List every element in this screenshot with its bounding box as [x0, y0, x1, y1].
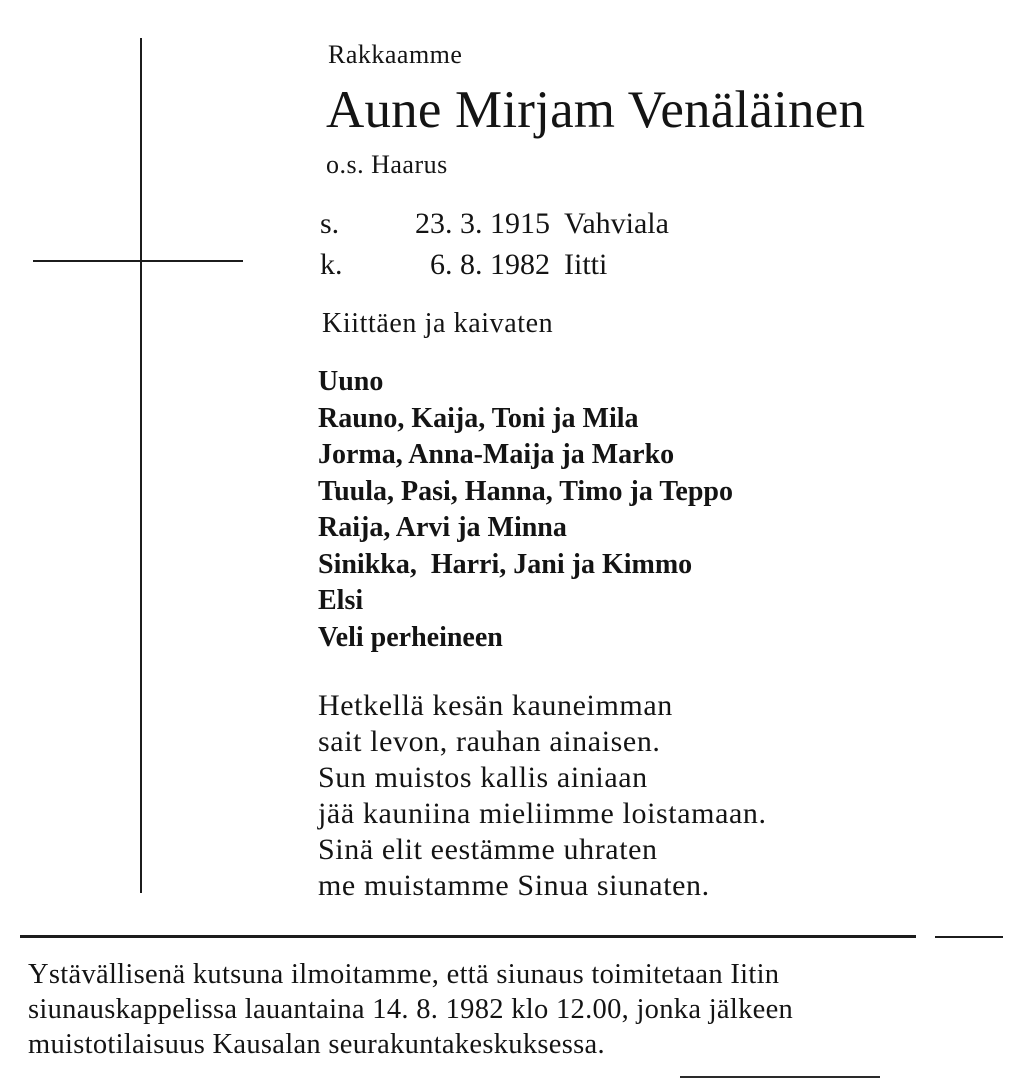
- invitation-line: muistotilaisuus Kausalan seurakuntakeskuksessa.: [28, 1029, 605, 1060]
- family-line: Uuno: [318, 366, 384, 397]
- cross-horizontal-bar: [33, 260, 243, 262]
- cross-vertical-bar: [140, 38, 142, 893]
- divider-rule: [20, 935, 916, 938]
- birth-row: [320, 203, 669, 244]
- death-prefix: k.: [320, 248, 343, 281]
- invitation-line: siunauskappelissa lauantaina 14. 8. 1982 klo 12.00, jonka jälkeen: [28, 994, 794, 1025]
- family-line: Jorma, Anna-Maija ja Marko: [318, 439, 675, 470]
- poem-line: Hetkellä kesän kauneimman: [318, 689, 673, 722]
- poem-line: Sun muistos kallis ainiaan: [318, 761, 648, 794]
- intro-text: Rakkaamme: [328, 40, 463, 69]
- poem-line: Sinä elit eestämme uhraten: [318, 833, 658, 866]
- invitation-line: Ystävällisenä kutsuna ilmoitamme, että siunaus toimitetaan Iitin: [28, 959, 780, 990]
- death-place: Iitti: [564, 248, 608, 281]
- birth-date: 23. 3. 1915: [415, 207, 550, 240]
- birth-place: Vahviala: [564, 207, 669, 240]
- deceased-name: Aune Mirjam Venäläinen: [326, 81, 866, 139]
- poem-line: me muistamme Sinua siunaten.: [318, 869, 710, 902]
- family-line: Veli perheineen: [318, 621, 503, 653]
- bottom-rule: [680, 1076, 880, 1078]
- family-line: Elsi: [318, 585, 364, 616]
- death-row: [320, 244, 669, 285]
- maiden-name: o.s. Haarus: [326, 150, 448, 179]
- thanks-text: Kiittäen ja kaivaten: [322, 308, 554, 339]
- poem-line: sait levon, rauhan ainaisen.: [318, 725, 661, 758]
- divider-rule-short: [935, 936, 1003, 938]
- family-line: Sinikka, Harri, Jani ja Kimmo: [318, 548, 693, 580]
- funeral-invitation: [28, 957, 1000, 1062]
- death-date: 6. 8. 1982: [430, 248, 550, 281]
- poem-line: jää kauniina mieliimme loistamaan.: [318, 797, 767, 830]
- family-line: Rauno, Kaija, Toni ja Mila: [318, 402, 639, 434]
- family-list: [318, 364, 733, 656]
- birth-prefix: s.: [320, 207, 340, 240]
- poem: [318, 688, 767, 904]
- family-line: Raija, Arvi ja Minna: [318, 512, 567, 543]
- life-dates: [320, 203, 669, 285]
- family-line: Tuula, Pasi, Hanna, Timo ja Teppo: [318, 475, 733, 507]
